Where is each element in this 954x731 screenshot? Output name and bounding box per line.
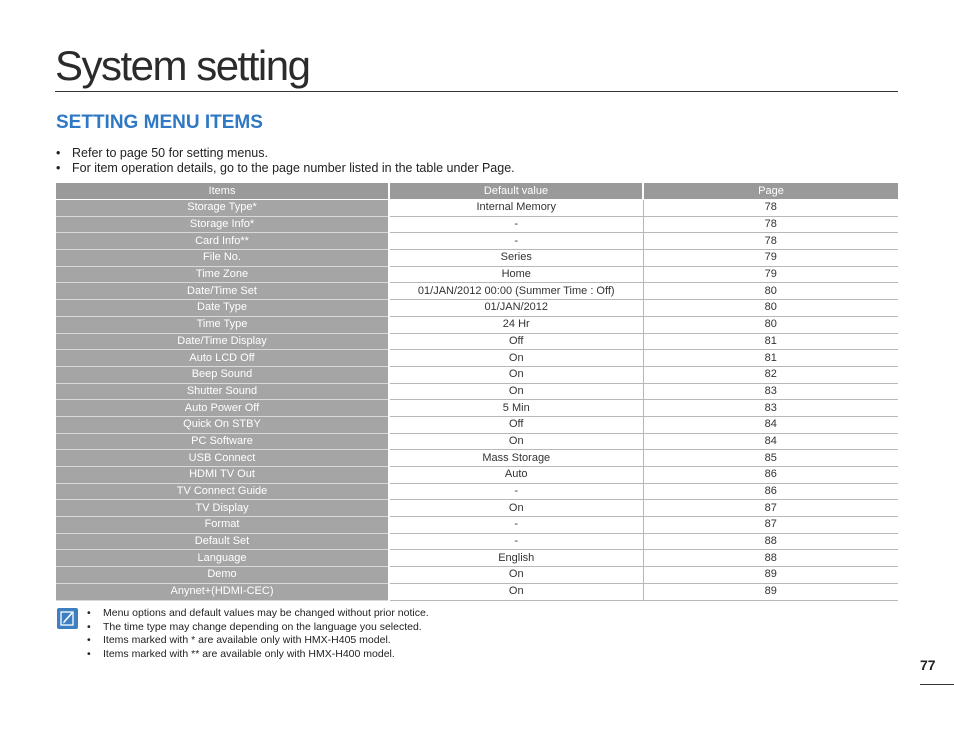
row-item-cell: HDMI TV Out	[56, 467, 389, 484]
row-default-cell: -	[389, 533, 643, 550]
table-row	[56, 233, 898, 250]
row-default-cell: Home	[389, 266, 643, 283]
row-page-cell: 81	[643, 333, 898, 350]
row-page-cell: 88	[643, 533, 898, 550]
row-item-cell: USB Connect	[56, 450, 389, 467]
table-row	[56, 550, 898, 567]
intro-bullet: • For item operation details, go to the page number listed in the table under Page.	[56, 161, 515, 176]
row-page-cell: 87	[643, 500, 898, 517]
row-default-cell: -	[389, 233, 643, 250]
row-page-cell: 79	[643, 250, 898, 267]
table-row	[56, 533, 898, 550]
row-default-cell: Off	[389, 416, 643, 433]
row-default-cell: On	[389, 583, 643, 600]
row-page-cell: 84	[643, 416, 898, 433]
row-item-cell: Card Info**	[56, 233, 389, 250]
row-default-cell: 01/JAN/2012 00:00 (Summer Time : Off)	[389, 283, 643, 300]
row-default-cell: 5 Min	[389, 400, 643, 417]
table-row	[56, 400, 898, 417]
row-page-cell: 84	[643, 433, 898, 450]
row-page-cell: 81	[643, 350, 898, 367]
row-item-cell: Auto LCD Off	[56, 350, 389, 367]
row-item-cell: Default Set	[56, 533, 389, 550]
intro-list	[56, 146, 515, 176]
page-title: System setting	[55, 42, 310, 89]
table-row	[56, 450, 898, 467]
row-item-cell: TV Display	[56, 500, 389, 517]
title-divider	[55, 91, 898, 92]
table-row	[56, 583, 898, 600]
table-row	[56, 283, 898, 300]
table-row	[56, 266, 898, 283]
table-row	[56, 483, 898, 500]
row-item-cell: Demo	[56, 567, 389, 584]
row-item-cell: Anynet+(HDMI-CEC)	[56, 583, 389, 600]
notes-list	[87, 607, 429, 662]
table-header-row	[56, 183, 898, 200]
row-item-cell: Storage Info*	[56, 216, 389, 233]
row-default-cell: Auto	[389, 467, 643, 484]
page-number-underline	[920, 684, 954, 685]
row-default-cell: -	[389, 483, 643, 500]
row-default-cell: On	[389, 383, 643, 400]
table-row	[56, 366, 898, 383]
row-item-cell: PC Software	[56, 433, 389, 450]
table-row	[56, 216, 898, 233]
intro-bullet: • Refer to page 50 for setting menus.	[56, 146, 515, 161]
note-pencil-icon	[57, 608, 78, 629]
row-item-cell: Beep Sound	[56, 366, 389, 383]
row-default-cell: On	[389, 366, 643, 383]
row-item-cell: Language	[56, 550, 389, 567]
table-row	[56, 200, 898, 217]
row-item-cell: Time Type	[56, 316, 389, 333]
row-page-cell: 78	[643, 216, 898, 233]
row-page-cell: 80	[643, 316, 898, 333]
row-default-cell: Internal Memory	[389, 200, 643, 217]
row-page-cell: 83	[643, 383, 898, 400]
row-item-cell: Date Type	[56, 300, 389, 317]
table-row	[56, 433, 898, 450]
note-bullet: • The time type may change depending on the language you selected.	[87, 621, 429, 635]
table-row	[56, 467, 898, 484]
row-item-cell: Storage Type*	[56, 200, 389, 217]
section-heading: SETTING MENU ITEMS	[56, 112, 263, 133]
table-row	[56, 316, 898, 333]
row-page-cell: 82	[643, 366, 898, 383]
table-row	[56, 250, 898, 267]
row-default-cell: On	[389, 433, 643, 450]
row-item-cell: Shutter Sound	[56, 383, 389, 400]
table-row	[56, 416, 898, 433]
row-item-cell: Format	[56, 517, 389, 534]
row-default-cell: Mass Storage	[389, 450, 643, 467]
row-item-cell: File No.	[56, 250, 389, 267]
row-default-cell: On	[389, 350, 643, 367]
row-item-cell: Time Zone	[56, 266, 389, 283]
row-page-cell: 87	[643, 517, 898, 534]
header-default-value: Default value	[389, 183, 643, 200]
row-default-cell: English	[389, 550, 643, 567]
row-page-cell: 80	[643, 300, 898, 317]
row-page-cell: 78	[643, 200, 898, 217]
row-page-cell: 86	[643, 483, 898, 500]
table-row	[56, 383, 898, 400]
row-item-cell: Date/Time Set	[56, 283, 389, 300]
row-page-cell: 83	[643, 400, 898, 417]
row-default-cell: -	[389, 216, 643, 233]
row-default-cell: -	[389, 517, 643, 534]
row-item-cell: Auto Power Off	[56, 400, 389, 417]
row-page-cell: 85	[643, 450, 898, 467]
row-page-cell: 80	[643, 283, 898, 300]
header-items: Items	[56, 183, 389, 200]
row-default-cell: Off	[389, 333, 643, 350]
row-page-cell: 89	[643, 583, 898, 600]
row-default-cell: On	[389, 567, 643, 584]
table-row	[56, 517, 898, 534]
note-bullet: • Items marked with * are available only with HMX-H405 model.	[87, 634, 429, 648]
row-page-cell: 79	[643, 266, 898, 283]
page-number: 77	[920, 657, 936, 673]
settings-table	[56, 183, 898, 601]
row-default-cell: 24 Hr	[389, 316, 643, 333]
table-row	[56, 350, 898, 367]
row-default-cell: 01/JAN/2012	[389, 300, 643, 317]
header-page: Page	[643, 183, 898, 200]
table-row	[56, 333, 898, 350]
row-page-cell: 86	[643, 467, 898, 484]
row-page-cell: 88	[643, 550, 898, 567]
row-item-cell: TV Connect Guide	[56, 483, 389, 500]
note-bullet: • Items marked with ** are available only with HMX-H400 model.	[87, 648, 429, 662]
table-row	[56, 567, 898, 584]
row-default-cell: On	[389, 500, 643, 517]
row-item-cell: Date/Time Display	[56, 333, 389, 350]
row-page-cell: 89	[643, 567, 898, 584]
row-page-cell: 78	[643, 233, 898, 250]
table-row	[56, 500, 898, 517]
row-item-cell: Quick On STBY	[56, 416, 389, 433]
table-row	[56, 300, 898, 317]
row-default-cell: Series	[389, 250, 643, 267]
note-bullet: • Menu options and default values may be changed without prior notice.	[87, 607, 429, 621]
